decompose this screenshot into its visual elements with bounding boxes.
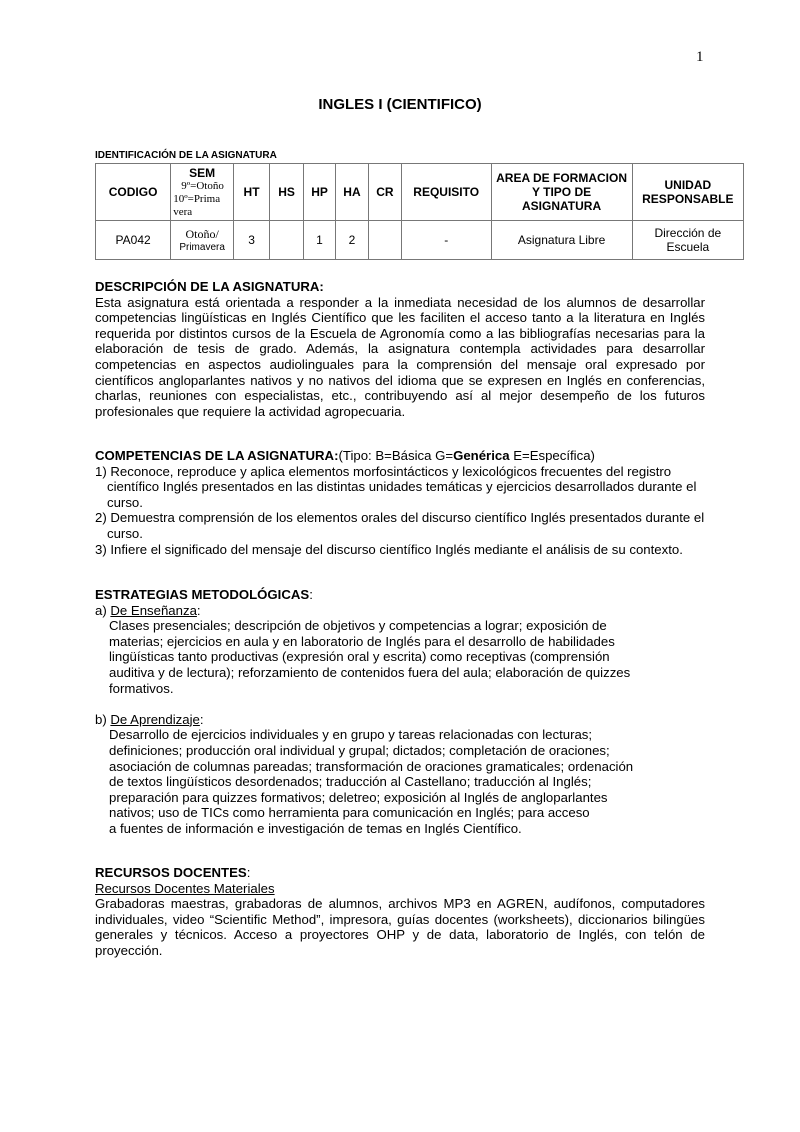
competencia-item-1: 1) Reconoce, reproduce y aplica elementos morfosintácticos y lexicológicos frecuentes del registro científico Inglés presentados en las distintas unidades temáticas y ejercicios desarrollados durante el curso. bbox=[95, 463, 697, 510]
competencia-item-3: 3) Infiere el significado del mensaje del discurso científico Inglés mediante el análisis de su contexto. bbox=[95, 541, 683, 557]
estrategias-section bbox=[95, 587, 705, 837]
table-header-row bbox=[96, 164, 744, 221]
header-area: AREA DE FORMACION Y TIPO DE ASIGNATURA bbox=[491, 164, 632, 221]
description-text: Esta asignatura está orientada a responder a la inmediata necesidad de los alumnos de desarrollar competencias lingüísticas en Inglés Científico que les faciliten el acceso tanto a la literatura en Inglés requerida por distintos cursos de la Escuela de Agronomía como a las bibliografías necesarias para la elaboración de tesis de grado. Además, la asignatura contempla actividades para desarrollar competencias en aspectos audiolinguales para la comprensión del mensaje oral expresado por científicos angloparlantes nativos y no nativos del idioma que se expresen en Inglés en conferencias, charlas, reuniones con especialistas, etc., contribuyendo así al mejor desempeño de los futuros profesionales que requiere la actividad agropecuaria. bbox=[95, 294, 705, 419]
ensenanza-line: Clases presenciales; descripción de objetivos y competencias a lograr; exposición de bbox=[109, 618, 607, 634]
header-cr: CR bbox=[368, 164, 401, 221]
estrategias-heading-label: ESTRATEGIAS METODOLÓGICAS bbox=[95, 587, 310, 602]
aprendizaje-line: a fuentes de información e investigación de temas en Inglés Científico. bbox=[109, 820, 522, 836]
recursos-subheading: Recursos Docentes Materiales bbox=[95, 880, 275, 896]
ensenanza-label bbox=[95, 603, 705, 619]
cell-cr bbox=[368, 221, 401, 260]
ensenanza-line: materias; ejercicios en aula y en laboratorio de Inglés para el desarrollo de habilidades bbox=[109, 633, 615, 649]
ensenanza-colon: : bbox=[196, 602, 201, 618]
estrategias-heading-colon: : bbox=[309, 587, 313, 602]
description-section bbox=[95, 279, 705, 419]
header-hp: HP bbox=[304, 164, 336, 221]
cell-requisito: - bbox=[401, 221, 491, 260]
competencias-tipo-bold: Genérica bbox=[453, 448, 510, 463]
cell-area: Asignatura Libre bbox=[491, 221, 632, 260]
ensenanza-line: formativos. bbox=[109, 680, 174, 696]
competencias-heading-label: COMPETENCIAS DE LA ASIGNATURA: bbox=[95, 448, 339, 463]
ensenanza-title: De Enseñanza bbox=[110, 602, 197, 618]
cell-codigo: PA042 bbox=[96, 221, 171, 260]
recursos-heading-colon: : bbox=[246, 865, 251, 880]
cell-hs bbox=[270, 221, 304, 260]
header-ha: HA bbox=[335, 164, 368, 221]
recursos-text: Grabadoras maestras, grabadoras de alumnos, archivos MP3 en AGREN, audífonos, computadores individuales, video “Scientific Method”, impresora, guías docentes (worksheets), diccionarios bilingües generales y técnicos. Acceso a proyectores OHP y de data, laboratorio de Inglés, con telón de proyección. bbox=[95, 896, 705, 958]
aprendizaje-line: preparación para quizzes formativos; deletreo; exposición al Inglés de angloparlantes bbox=[109, 789, 608, 805]
aprendizaje-title: De Aprendizaje bbox=[110, 711, 200, 727]
aprendizaje-line: asociación de columnas pareadas; transformación de oraciones gramaticales; ordenación bbox=[109, 758, 634, 774]
recursos-section bbox=[95, 865, 705, 959]
header-requisito: REQUISITO bbox=[401, 164, 491, 221]
competencias-section bbox=[95, 448, 705, 557]
aprendizaje-prefix: b) bbox=[95, 711, 111, 727]
cell-sem bbox=[171, 221, 234, 260]
competencias-tipo-suffix: E=Específica) bbox=[509, 448, 595, 463]
aprendizaje-line: de textos lingüísticos desordenados; traducción al Castellano; traducción al Inglés; bbox=[109, 774, 592, 790]
cell-hp: 1 bbox=[304, 221, 336, 260]
ensenanza-line: auditiva y de lectura); reforzamiento de contenidos fuera del aula; elaboración de quizzes bbox=[109, 664, 631, 680]
header-ht: HT bbox=[234, 164, 270, 221]
estrategias-heading bbox=[95, 587, 705, 603]
aprendizaje-colon: : bbox=[199, 711, 204, 727]
cell-unidad: Dirección de Escuela bbox=[632, 221, 743, 260]
header-unidad: UNIDAD RESPONSABLE bbox=[632, 164, 743, 221]
recursos-heading bbox=[95, 865, 705, 881]
identification-heading: IDENTIFICACIÓN DE LA ASIGNATURA bbox=[95, 150, 277, 161]
cell-sem-otono: Otoño/ bbox=[185, 227, 219, 241]
cell-ha: 2 bbox=[335, 221, 368, 260]
header-sem-primavera: 10º=Prima bbox=[173, 192, 221, 205]
header-sem-label: SEM bbox=[189, 165, 216, 180]
aprendizaje-line: definiciones; producción oral individual y grupal; dictados; completación de oraciones; bbox=[109, 742, 610, 758]
header-sem-otono: 9º=Otoño bbox=[181, 179, 224, 192]
cell-sem-primavera: Primavera bbox=[179, 242, 225, 253]
header-sem-primavera-cont: vera bbox=[173, 205, 193, 218]
header-hs: HS bbox=[270, 164, 304, 221]
page-number: 1 bbox=[696, 49, 704, 65]
document-title: INGLES I (CIENTIFICO) bbox=[318, 96, 482, 113]
aprendizaje-line: nativos; uso de TICs como herramienta para comunicación en Inglés; para acceso bbox=[109, 805, 590, 821]
cell-ht: 3 bbox=[234, 221, 270, 260]
aprendizaje-line: Desarrollo de ejercicios individuales y en grupo y tareas relacionadas con lecturas; bbox=[109, 727, 593, 743]
ensenanza-line: lingüísticas tanto productivas (expresión oral y escrita) como receptivas (comprensión bbox=[109, 649, 610, 665]
competencias-heading bbox=[95, 448, 705, 464]
header-sem bbox=[171, 164, 234, 221]
header-codigo: CODIGO bbox=[96, 164, 171, 221]
competencia-item-2: 2) Demuestra comprensión de los elementos orales del discurso científico Inglés presentados durante el curso. bbox=[95, 510, 705, 541]
table-row bbox=[96, 221, 744, 260]
aprendizaje-label bbox=[95, 712, 705, 728]
recursos-heading-label: RECURSOS DOCENTES bbox=[95, 865, 247, 880]
ensenanza-prefix: a) bbox=[95, 602, 111, 618]
competencias-tipo-prefix: (Tipo: B=Básica G= bbox=[338, 448, 454, 463]
description-heading: DESCRIPCIÓN DE LA ASIGNATURA: bbox=[95, 279, 324, 294]
identification-table bbox=[95, 163, 744, 260]
